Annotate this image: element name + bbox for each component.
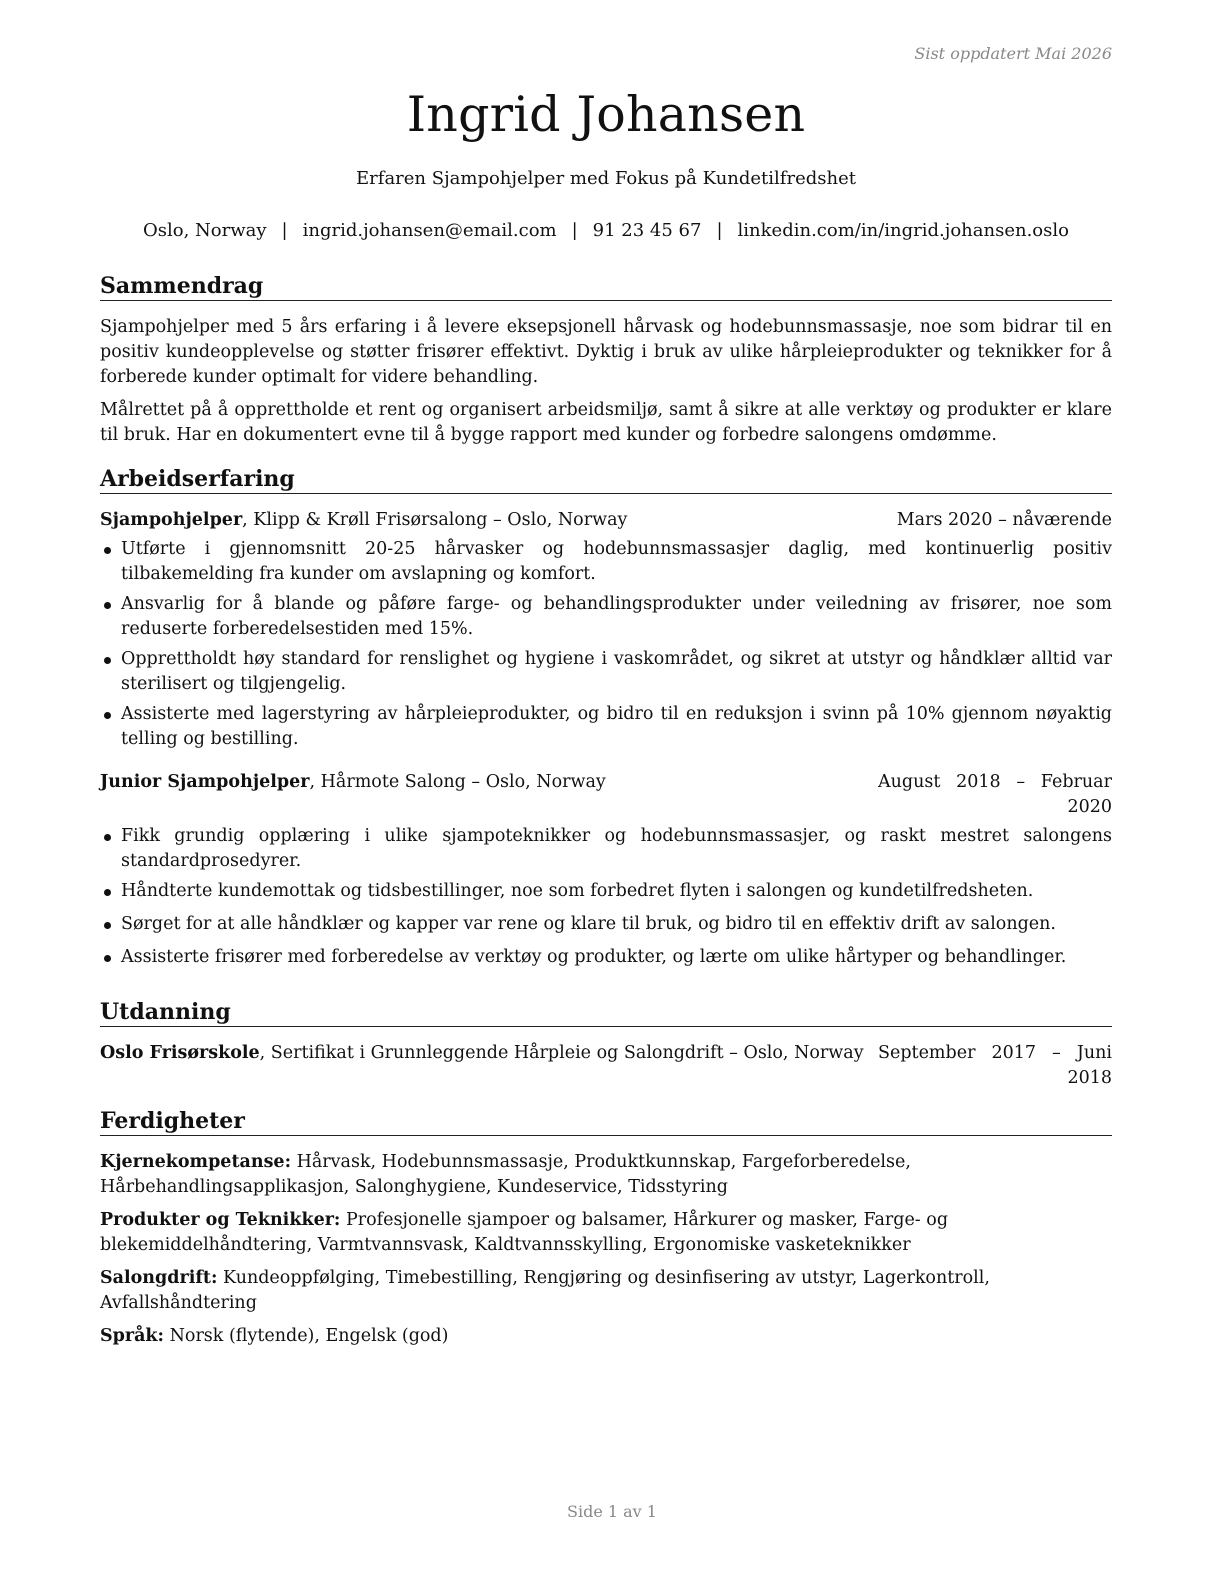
page-number: Side 1 av 1: [567, 1502, 657, 1521]
job-role: Sjampohjelper: [100, 510, 243, 530]
contact-line: [100, 220, 1112, 241]
education-entry: [100, 1041, 1112, 1091]
list-item: Fikk grundig opplæring i ulike sjampoteknikker og hodebunnsmassasjer, og raskt mestret salongens standardprosedyrer.: [100, 824, 1112, 874]
job-place: , Hårmote Salong – Oslo, Norway: [309, 772, 606, 792]
skill-label: Salongdrift:: [100, 1268, 218, 1288]
contact-separator: |: [716, 220, 723, 241]
education-detail: , Sertifikat i Grunnleggende Hårpleie og Salongdrift – Oslo, Norway: [259, 1043, 864, 1063]
list-item: Håndterte kundemottak og tidsbestillinger, noe som forbedret flyten i salongen og kundetilfredsheten.: [100, 879, 1112, 904]
summary-paragraph: Målrettet på å opprettholde et rent og organisert arbeidsmiljø, samt å sikre at alle verktøy og produkter er klare til bruk. Har en dokumentert evne til å bygge rapport med kunder og forbedre salongens omdømme.: [100, 400, 1112, 445]
list-item: Assisterte frisører med forberedelse av verktøy og produkter, og lærte om ulike hårtyper og behandlinger.: [100, 945, 1112, 970]
contact-separator: |: [281, 220, 288, 241]
job-place: , Klipp & Krøll Frisørsalong – Oslo, Norway: [242, 510, 628, 530]
candidate-tagline: Erfaren Sjampohjelper med Fokus på Kundetilfredshet: [356, 168, 856, 189]
experience-section: [100, 465, 1112, 975]
job-role: Junior Sjampohjelper: [100, 772, 310, 792]
candidate-name: Ingrid Johansen: [406, 86, 806, 143]
skill-label: Produkter og Teknikker:: [100, 1210, 341, 1230]
section-title-summary: Sammendrag: [100, 272, 1112, 301]
skill-value: Kundeoppfølging, Timebestilling, Rengjøring og desinfisering av utstyr, Lagerkontroll, Avfallshåndtering: [100, 1268, 990, 1313]
contact-location: Oslo, Norway: [143, 220, 267, 241]
skill-row: [100, 1150, 1112, 1200]
education-dates: September 2017 – Juni 2018: [878, 1043, 1112, 1088]
job-dates: August 2018 – Februar 2020: [878, 772, 1112, 817]
job-header: [100, 770, 1112, 820]
skill-value: Profesjonelle sjampoer og balsamer, Hårkurer og masker, Farge- og blekemiddelhåndtering, Varmtvannsvask, Kaldtvannsskylling, Ergonomiske vasketeknikker: [100, 1210, 949, 1255]
list-item: Opprettholdt høy standard for renslighet og hygiene i vaskområdet, og sikret at utstyr og håndklær alltid var sterilisert og tilgjengelig.: [100, 647, 1112, 697]
contact-phone: 91 23 45 67: [592, 220, 702, 241]
section-title-education: Utdanning: [100, 998, 1112, 1027]
section-title-experience: Arbeidserfaring: [100, 465, 1112, 494]
list-item: Ansvarlig for å blande og påføre farge- og behandlingsprodukter under veiledning av frisører, noe som reduserte forberedelsestiden med 15%.: [100, 592, 1112, 642]
job-bullets: [100, 824, 1112, 970]
last-updated: Sist oppdatert Mai 2026: [914, 44, 1112, 63]
skill-row: [100, 1266, 1112, 1316]
skill-value: Norsk (flytende), Engelsk (god): [164, 1326, 449, 1346]
skill-value: Hårvask, Hodebunnsmassasje, Produktkunnskap, Fargeforberedelse, Hårbehandlingsapplikasjon, Salonghygiene, Kundeservice, Tidsstyring: [100, 1152, 911, 1197]
skill-label: Språk:: [100, 1326, 165, 1346]
summary-paragraph: Sjampohjelper med 5 års erfaring i å levere eksepsjonell hårvask og hodebunnsmassasje, noe som bidrar til en positiv kundeopplevelse og støtter frisører effektivt. Dyktig i bruk av ulike hårpleieprodukter og teknikker for å forberede kunder optimalt for videre behandling.: [100, 317, 1112, 387]
job-bullets: [100, 537, 1112, 752]
skill-label: Kjernekompetanse:: [100, 1152, 292, 1172]
contact-linkedin[interactable]: linkedin.com/in/ingrid.johansen.oslo: [737, 220, 1069, 241]
job-title-line: [100, 770, 606, 795]
job-header: [100, 508, 1112, 533]
skill-row: [100, 1324, 1112, 1349]
job-dates: Mars 2020 – nåværende: [896, 510, 1112, 530]
summary-section: [100, 272, 1112, 456]
education-school: Oslo Frisørskole: [100, 1043, 260, 1063]
contact-separator: |: [571, 220, 578, 241]
list-item: Sørget for at alle håndklær og kapper var rene og klare til bruk, og bidro til en effektiv drift av salongen.: [100, 912, 1112, 937]
education-title-line: [100, 1041, 864, 1066]
education-section: [100, 998, 1112, 1095]
contact-email[interactable]: ingrid.johansen@email.com: [302, 220, 557, 241]
skill-row: [100, 1208, 1112, 1258]
job-title-line: [100, 508, 627, 533]
section-title-skills: Ferdigheter: [100, 1107, 1112, 1136]
skills-section: [100, 1107, 1112, 1357]
list-item: Utførte i gjennomsnitt 20-25 hårvasker og hodebunnsmassasjer daglig, med kontinuerlig positiv tilbakemelding fra kunder om avslapning og komfort.: [100, 537, 1112, 587]
list-item: Assisterte med lagerstyring av hårpleieprodukter, og bidro til en reduksjon i svinn på 10% gjennom nøyaktig telling og bestilling.: [100, 702, 1112, 752]
